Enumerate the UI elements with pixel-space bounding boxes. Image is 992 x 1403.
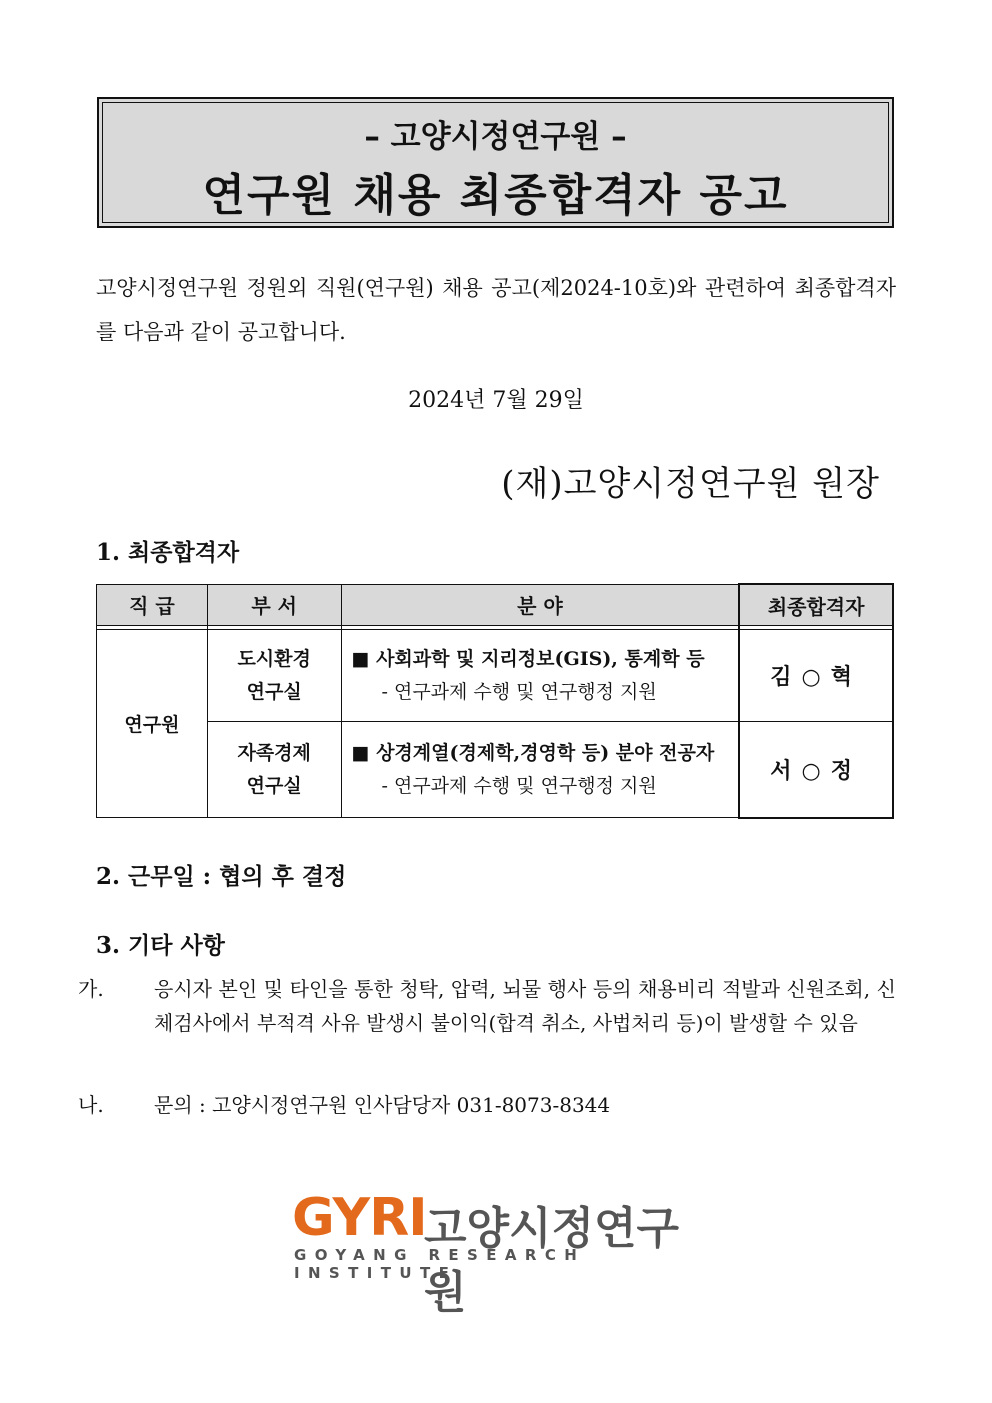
dept-cell (207, 630, 341, 722)
field-main: ■ 사회과학 및 지리정보(GIS), 통계학 등 (351, 647, 705, 670)
dept-line: 연구실 (246, 680, 302, 703)
header-dept: 부 서 (207, 584, 341, 626)
intro-paragraph: 고양시정연구원 정원외 직원(연구원) 채용 공고(제2024-10호)와 관련하여 최종합격자를 다음과 같이 공고합니다. (96, 276, 896, 344)
winner-cell: 서○정 (739, 722, 893, 818)
header-rank: 직 급 (97, 584, 208, 626)
notice-date: 2024년 7월 29일 (408, 388, 584, 413)
title-subtitle: – 고양시정연구원 – (364, 119, 627, 155)
note-label: 나. (78, 1093, 104, 1117)
note-item (78, 1088, 896, 1122)
field-detail: - 연구과제 수행 및 연구행정 지원 (381, 774, 657, 797)
section-3-heading: 3. 기타 사항 (96, 932, 225, 959)
rank-cell: 연구원 (97, 630, 208, 818)
table-row (97, 630, 894, 722)
field-cell (341, 630, 739, 722)
note-text: 응시자 본인 및 타인을 통한 청탁, 압력, 뇌물 행사 등의 채용비리 적발과 신원조회, 신체검사에서 부적격 사유 발생시 불이익(합격 취소, 사법처리 등)이 발생할 수 있음 (154, 977, 896, 1035)
table-row (97, 722, 894, 818)
note-label: 가. (78, 977, 104, 1001)
dept-line: 연구실 (246, 774, 302, 797)
title-box (97, 97, 894, 228)
table-header-row (97, 584, 894, 626)
gyri-logo (292, 1188, 702, 1318)
section-1-heading: 1. 최종합격자 (96, 539, 240, 566)
winner-cell: 김○혁 (739, 630, 893, 722)
issuer: (재)고양시정연구원 원장 (501, 464, 880, 504)
header-winner: 최종합격자 (739, 584, 893, 626)
note-text: 문의 : 고양시정연구원 인사담당자 031-8073-8344 (154, 1093, 611, 1117)
section-2-heading: 2. 근무일 : 협의 후 결정 (96, 863, 347, 890)
dept-line: 자족경제 (237, 741, 311, 764)
logo-name: 고양시정연구원 (424, 1203, 680, 1318)
header-field: 분 야 (341, 584, 739, 626)
note-item (78, 972, 896, 1040)
final-candidates-table (96, 583, 894, 819)
logo-english: GOYANG RESEARCH INSTITUTE (294, 1246, 586, 1282)
page-title: 연구원 채용 최종합격자 공고 (202, 170, 789, 221)
field-detail: - 연구과제 수행 및 연구행정 지원 (381, 680, 657, 703)
dept-line: 도시환경 (237, 647, 311, 670)
dept-cell (207, 722, 341, 818)
logo-mark: GYRI (292, 1188, 427, 1248)
field-main: ■ 상경계열(경제학,경영학 등) 분야 전공자 (351, 741, 715, 764)
field-cell (341, 722, 739, 818)
